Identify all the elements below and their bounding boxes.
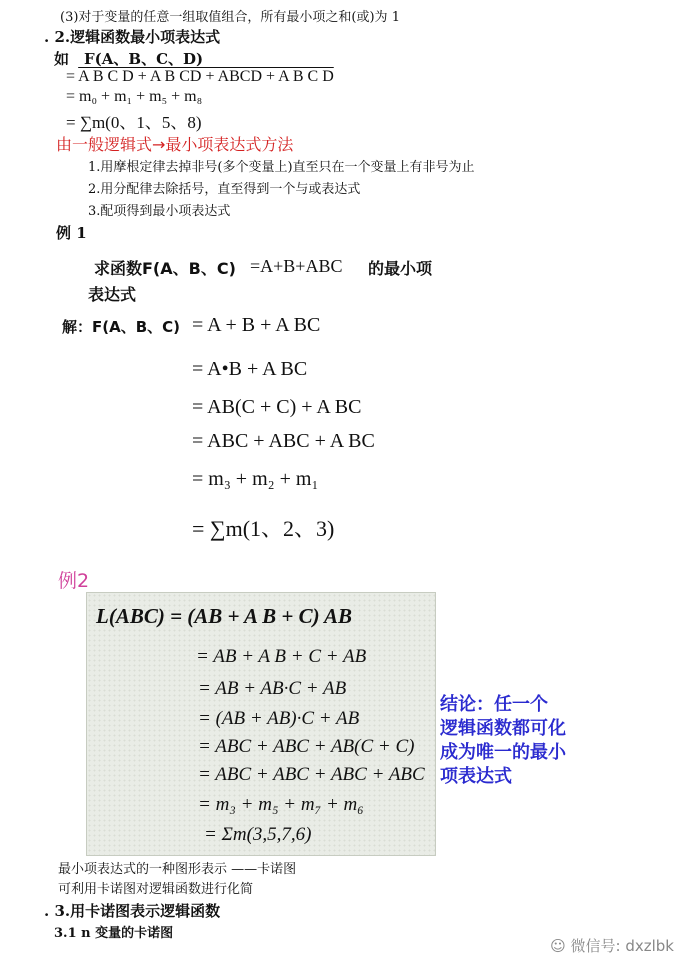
step-2: 2.用分配律去除括号，直至得到一个与或表达式 bbox=[88, 182, 361, 197]
example-2-line-8: = Σm(3,5,7,6) bbox=[204, 824, 312, 845]
example-2-line-6: = ABC + ABC + ABC + ABC bbox=[198, 764, 425, 785]
equals-sign: = bbox=[66, 68, 76, 85]
kmap-intro: 最小项表达式的一种图形表示 ——卡诺图 bbox=[58, 862, 297, 877]
example-2-line-7: = m₃ + m₅ + m₇ + m₆ bbox=[198, 794, 364, 815]
solution-step-6: = ∑m(1、2、3) bbox=[192, 516, 335, 541]
solution-label: 解：F(A、B、C) bbox=[62, 318, 181, 336]
step-1: 1.用摩根定律去掉非号(多个变量上)直至只在一个变量上有非号为止 bbox=[88, 160, 475, 175]
solution-step-2: = A•B + A BC bbox=[192, 358, 308, 380]
example-1-question-end: 表达式 bbox=[88, 285, 137, 304]
example-2-line-1: L(ABC) = (AB + A B + C) AB bbox=[96, 604, 353, 628]
conclusion-line-4: 项表达式 bbox=[440, 766, 512, 787]
wechat-icon: ☺ bbox=[550, 937, 566, 955]
step-3: 3.配项得到最小项表达式 bbox=[88, 204, 231, 219]
minterm-expansion: A B C D + A B CD + ABCD + A B C D bbox=[78, 68, 334, 85]
conclusion-line-3: 成为唯一的最小 bbox=[440, 742, 566, 763]
solution-step-4: = ABC + ABC + A BC bbox=[192, 430, 375, 452]
solution-step-5: = m₃ + m₂ + m₁ bbox=[192, 468, 319, 490]
example-1-expression: =A+B+ABC bbox=[250, 256, 343, 276]
section-2-heading: . 2.逻辑函数最小项表达式 bbox=[44, 28, 221, 46]
example-2-line-4: = (AB + AB)·C + AB bbox=[198, 708, 360, 729]
solution-step-1: = A + B + A BC bbox=[192, 314, 321, 336]
example-1-label: 例 1 bbox=[56, 224, 87, 242]
example-2-line-2: = AB + A B + C + AB bbox=[196, 646, 367, 667]
section-3-heading: . 3.用卡诺图表示逻辑函数 bbox=[44, 902, 221, 920]
sum-notation: = ∑m(0、1、5、8) bbox=[66, 113, 202, 132]
method-title: 由一般逻辑式→最小项表达式方法 bbox=[56, 135, 294, 154]
section-3-1-heading: 3.1 n 变量的卡诺图 bbox=[54, 926, 174, 941]
minterm-list: = m₀ + m₁ + m₅ + m₈ bbox=[66, 88, 203, 105]
example-2-line-5: = ABC + ABC + AB(C + C) bbox=[198, 736, 415, 757]
wechat-watermark bbox=[550, 935, 674, 956]
conclusion-line-1: 结论：任一个 bbox=[440, 694, 548, 715]
solution-step-3: = AB(C + C) + A BC bbox=[192, 396, 362, 418]
example-function: F(A、B、C、D) bbox=[84, 50, 204, 68]
example-2-line-3: = AB + AB·C + AB bbox=[198, 678, 347, 699]
example-label: 如 bbox=[54, 50, 70, 68]
kmap-simplify-note: 可利用卡诺图对逻辑函数进行化简 bbox=[58, 882, 254, 897]
example-1-question: 求函数F(A、B、C) bbox=[94, 259, 236, 278]
watermark-text: 微信号: dxzlbk bbox=[570, 937, 674, 955]
expansion-line bbox=[66, 68, 334, 86]
example-1-question-tail: 的最小项 bbox=[368, 259, 433, 278]
property-3-text: (3)对于变量的任意一组取值组合，所有最小项之和(或)为 1 bbox=[60, 10, 400, 25]
example-2-label: 例2 bbox=[58, 570, 90, 592]
conclusion-line-2: 逻辑函数都可化 bbox=[440, 718, 566, 739]
